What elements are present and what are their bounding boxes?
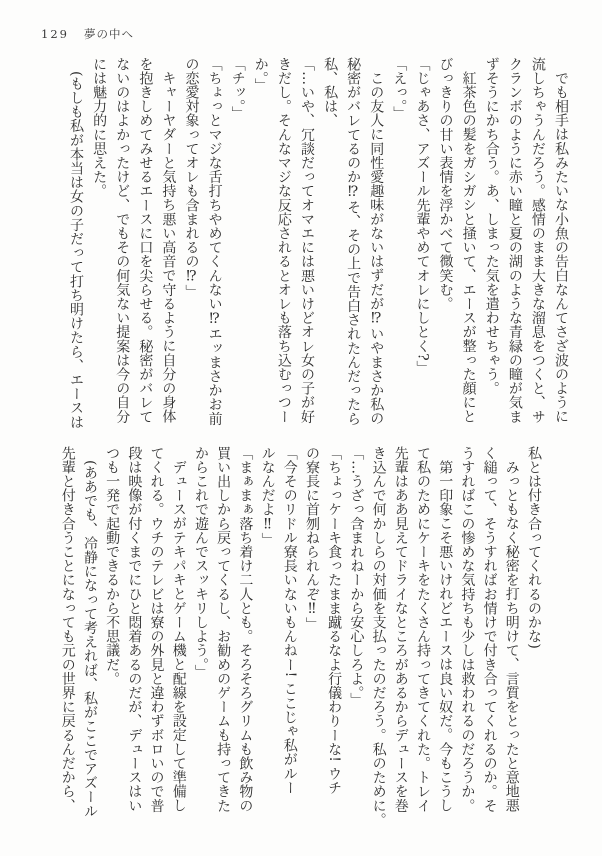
text-column: つも一発で起動できるから不思議だ。 [104, 446, 121, 686]
text-column: 流しちゃうんだろう。感情のまま大きな溜息をつくと、サ [529, 57, 546, 424]
text-column: 「今そのリドル寮長いないもんねー! ここじゃ私がルー [281, 446, 298, 795]
text-column: て私のためにケーキをたくさん持ってきてくれた。トレイ [414, 446, 431, 813]
text-column: からこれで遊んでスッキリしよう。」 [192, 446, 209, 679]
text-column: この友人に同性愛趣味がないはずだが⁉いやまさか私の [368, 71, 385, 426]
text-column: には魅力的に思えた。 [91, 57, 108, 198]
text-column: を抱きしめてみせるエースに口を尖らせる。秘密がバレて [137, 57, 154, 424]
text-column: キャーヤダーと気持ち悪い高音で守るように自分の身体 [160, 71, 177, 424]
text-column: 第一印象こそ悪いけれどエースは良い奴だ。今もこうし [437, 460, 454, 813]
text-column: ルなんだよ‼」 [259, 446, 276, 547]
text-column: てくれる。ウチのテレビは寮の外見と違わずボロいので普 [148, 446, 165, 813]
text-column: でも相手は私みたいな小魚の告白なんてさざ波のように [553, 71, 569, 424]
text-column: クランボのように赤い瞳と夏の湖のような青緑の瞳が気ま [506, 57, 523, 424]
text-column: 私とは付き合ってくれるのかな) [526, 446, 542, 649]
text-column: か。」 [252, 57, 269, 93]
text-column: 「ちょっとマジな舌打ちやめてくんない⁉エッまさかお前 [206, 57, 223, 426]
text-column: 「えっ。」 [391, 57, 408, 121]
text-column: の恋愛対象ってオレも含まれるの⁉」 [183, 57, 200, 299]
text-column: ないのはよかったけど、でもその何気ない提案は今の自分 [114, 57, 131, 424]
text-column: きだし。そんなマジな反応されるとオレも落ち込むっつー [275, 57, 292, 424]
bottom-text-block [57, 446, 545, 830]
text-column: 紅茶色の髪をガシガシと掻いて、エースが整った顔にと [460, 71, 477, 424]
text-column: 段は映像が付くまでにひと悶着あるのだが、デュースはい [126, 446, 143, 813]
text-column: うすればこの惨めな気持ちも少しは救われるのだろうか。 [459, 446, 476, 813]
text-column: 秘密がバレてるのか⁉そ、その上で告白されたんだったら [345, 57, 362, 426]
text-column: (ああでも、冷静になって考えれば、私がここでアズール [81, 460, 98, 819]
text-column: (もしも私が本当は女の子だって打ち明けたら、エースは [68, 71, 85, 430]
chapter-title: 夢の中へ [83, 27, 134, 41]
text-column: く縋って、そうすればお情けで付き合ってくれるのか。そ [481, 446, 498, 813]
text-column: 買い出しから戻ってくるし、お勧めのゲームも持ってきた [215, 446, 232, 813]
text-column: みっともなく秘密を打ち明けて、言質をとったと意地悪 [503, 460, 520, 813]
top-text-block [64, 57, 572, 441]
running-head [41, 26, 134, 42]
page-number: 129 [41, 27, 69, 41]
text-column: 「じゃあさ、アズール先輩やめてオレにしとく?」 [414, 57, 431, 375]
text-column: き込んで何かしらの対価を支払ったのだろう。私のために。 [370, 446, 387, 827]
text-column: の寮長に首刎ねられんぞ‼」 [303, 446, 320, 632]
text-column: 「…いや、冗談だってオマエには悪いけどオレ女の子が好 [298, 57, 315, 424]
text-column: 「…うざっ含まれねーから安心しろよ。」 [348, 446, 365, 707]
text-column: 「ちょっケーキ食ったまま蹴るなよ行儀わりーな! ウチ [326, 446, 343, 795]
text-column: 私、私は、 [322, 57, 339, 128]
text-column: デュースがテキパキとゲーム機と配線を設定して準備し [170, 460, 187, 813]
text-column: 先輩はああ見えてドライなところがあるからデュースを巻 [392, 446, 409, 813]
text-column: びっきりの甘い表情を浮かべて微笑む。 [437, 57, 454, 311]
text-column: 先輩と付き合うことになっても元の世界に戻るんだから、 [59, 446, 76, 813]
text-column: ずそうにかち合う。あ、しまった気を遣わせちゃう。 [483, 57, 500, 396]
text-column: 「まぁまぁ落ち着け二人とも。そろそろグリムも飲み物の [237, 446, 254, 813]
text-column: 「チッ。」 [229, 57, 246, 121]
